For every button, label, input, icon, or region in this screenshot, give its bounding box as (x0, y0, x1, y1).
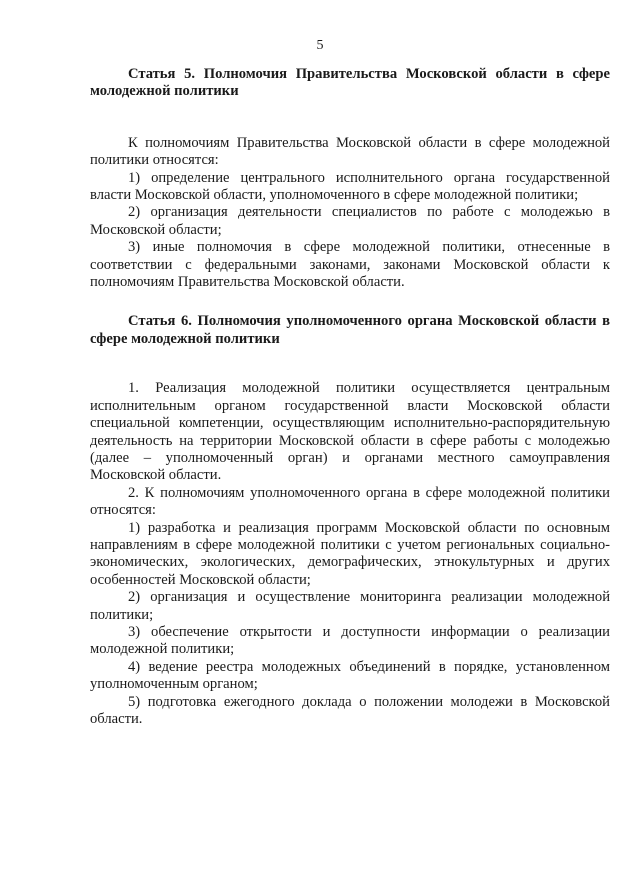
article-5-intro-paragraph: К полномочиям Правительства Московской области в сфере молодежной политики относятся: (90, 134, 610, 169)
page-number: 5 (316, 38, 324, 53)
article-5-heading: Статья 5. Полномочия Правительства Московской области в сфере молодежной политики (90, 66, 610, 100)
document-body (90, 66, 610, 728)
article-6-paragraph-1: 1. Реализация молодежной политики осуществляется центральным исполнительным органом государственной власти Московской области специальной компетенции, осуществляющим исполнительно-распорядительную деятельность на территории Московской области в сфере работы с молодежью (далее – уполномоченный орган) и органами местного самоуправления Московской области. (90, 380, 610, 484)
article-6-item-1: 1) разработка и реализация программ Московской области по основным направлениям в сфере молодежной политики с учетом региональных социально-экономических, экологических, демографических, этнокультурных и других особенностей Московской области; (90, 519, 610, 588)
article-6-item-5: 5) подготовка ежегодного доклада о положении молодежи в Московской области. (90, 693, 610, 727)
article-5-item-2: 2) организация деятельности специалистов по работе с молодежью в Московской области; (90, 204, 610, 238)
article-6-item-3: 3) обеспечение открытости и доступности информации о реализации молодежной политики; (90, 623, 610, 658)
article-6-heading: Статья 6. Полномочия уполномоченного органа Московской области в сфере молодежной политики (90, 313, 610, 347)
article-6-paragraph-2: 2. К полномочиям уполномоченного органа в сфере молодежной политики относятся: (90, 484, 610, 519)
article-6-item-2: 2) организация и осуществление мониторинга реализации молодежной политики; (90, 589, 610, 623)
article-6-item-4: 4) ведение реестра молодежных объединений в порядке, установленном уполномоченным органом; (90, 658, 610, 693)
article-5-item-1: 1) определение центрального исполнительного органа государственной власти Московской области, уполномоченного в сфере молодежной политики; (90, 169, 610, 204)
article-5-item-3: 3) иные полномочия в сфере молодежной политики, отнесенные в соответствии с федеральными законами, законами Московской области к полномочиям Правительства Московской области. (90, 239, 610, 291)
